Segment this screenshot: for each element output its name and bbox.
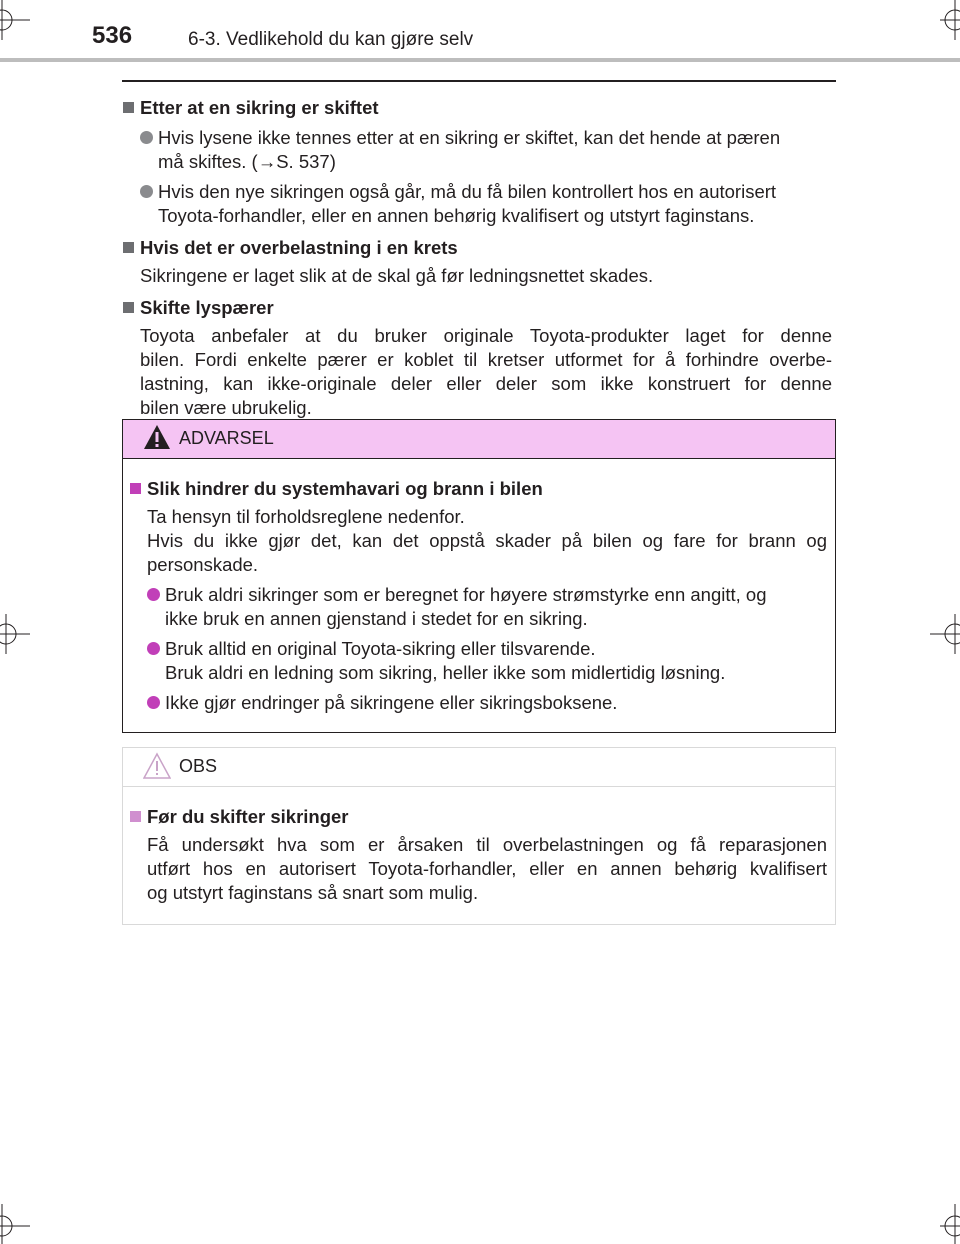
page-reference[interactable]: S. 537) (276, 151, 336, 172)
warning-triangle-icon (143, 424, 171, 450)
round-bullet-icon (147, 588, 160, 601)
list-item: Bruk aldri sikringer som er beregnet for høyere strømstyrke enn angitt, og ikke bruk en annen gjenstand i stedet for en sikring. (129, 583, 827, 631)
warning-header (123, 420, 835, 459)
notice-heading: Før du skifter sikringer (129, 805, 827, 829)
header-divider (0, 58, 960, 62)
notice-title: OBS (179, 756, 218, 776)
crop-mark-bottom-right-icon (930, 1204, 960, 1244)
crop-mark-bottom-left-icon (0, 1204, 40, 1244)
heading-bulbs: Skifte lyspærer (122, 296, 832, 320)
section-title: 6-3. Vedlikehold du kan gjøre selv (188, 29, 474, 50)
list-item: Hvis den nye sikringen også går, må du få bilen kontrollert hos en autorisert Toyota-forhandler, eller en annen behørig kvalifisert og utstyrt faginstans. (122, 180, 832, 228)
warning-heading: Slik hindrer du systemhavari og brann i bilen (129, 477, 827, 501)
list-item: Ikke gjør endringer på sikringene eller sikringsboksene. (129, 691, 827, 715)
square-bullet-icon (130, 811, 141, 822)
page-header (0, 0, 960, 62)
square-bullet-icon (123, 242, 134, 253)
crop-mark-mid-right-icon (930, 614, 960, 654)
warning-body (123, 459, 835, 715)
paragraph: Ta hensyn til forholdsreglene nedenfor. Hvis du ikke gjør det, kan det oppstå skader på bilen og fare for brann og personskade. (147, 506, 827, 575)
list-item: Hvis lysene ikke tennes etter at en sikring er skiftet, kan det hende at pæren må skiftes. (→S. 537) (122, 126, 832, 174)
round-bullet-icon (140, 131, 153, 144)
caution-triangle-icon (143, 752, 171, 780)
heading-fuse-replaced: Etter at en sikring er skiftet (122, 96, 832, 120)
crop-mark-mid-left-icon (0, 614, 30, 654)
warning-box (122, 419, 836, 733)
reference-arrow-icon: → (257, 151, 277, 172)
round-bullet-icon (140, 185, 153, 198)
paragraph: Sikringene er laget slik at de skal gå før ledningsnettet skades. (140, 265, 654, 286)
list-item: Bruk alltid en original Toyota-sikring eller tilsvarende. Bruk aldri en ledning som sikring, heller ikke som midlertidig løsning. (129, 637, 827, 685)
square-bullet-icon (123, 102, 134, 113)
notice-box (122, 747, 836, 925)
notice-header (123, 748, 835, 787)
round-bullet-icon (147, 696, 160, 709)
paragraph: Få undersøkt hva som er årsaken til overbelastningen og få reparasjonen utført hos en autorisert Toyota-forhandler, eller en annen behørig kvalifisert og utstyrt faginstans så snart som mulig. (147, 834, 827, 903)
square-bullet-icon (130, 483, 141, 494)
notice-body (123, 787, 835, 905)
content-top-rule (122, 80, 836, 82)
page-number: 536 (92, 22, 133, 49)
warning-title: ADVARSEL (179, 428, 274, 448)
main-content (122, 90, 832, 420)
round-bullet-icon (147, 642, 160, 655)
paragraph: Toyota anbefaler at du bruker originale Toyota-produkter laget for denne bilen. Fordi enkelte pærer er koblet til kretser utformet for å forhindre overbe- lastning, kan ikke-originale deler eller deler som ikke konstruert for denne bilen være ubrukelig. (140, 325, 832, 418)
square-bullet-icon (123, 302, 134, 313)
heading-overload: Hvis det er overbelastning i en krets (122, 236, 832, 260)
